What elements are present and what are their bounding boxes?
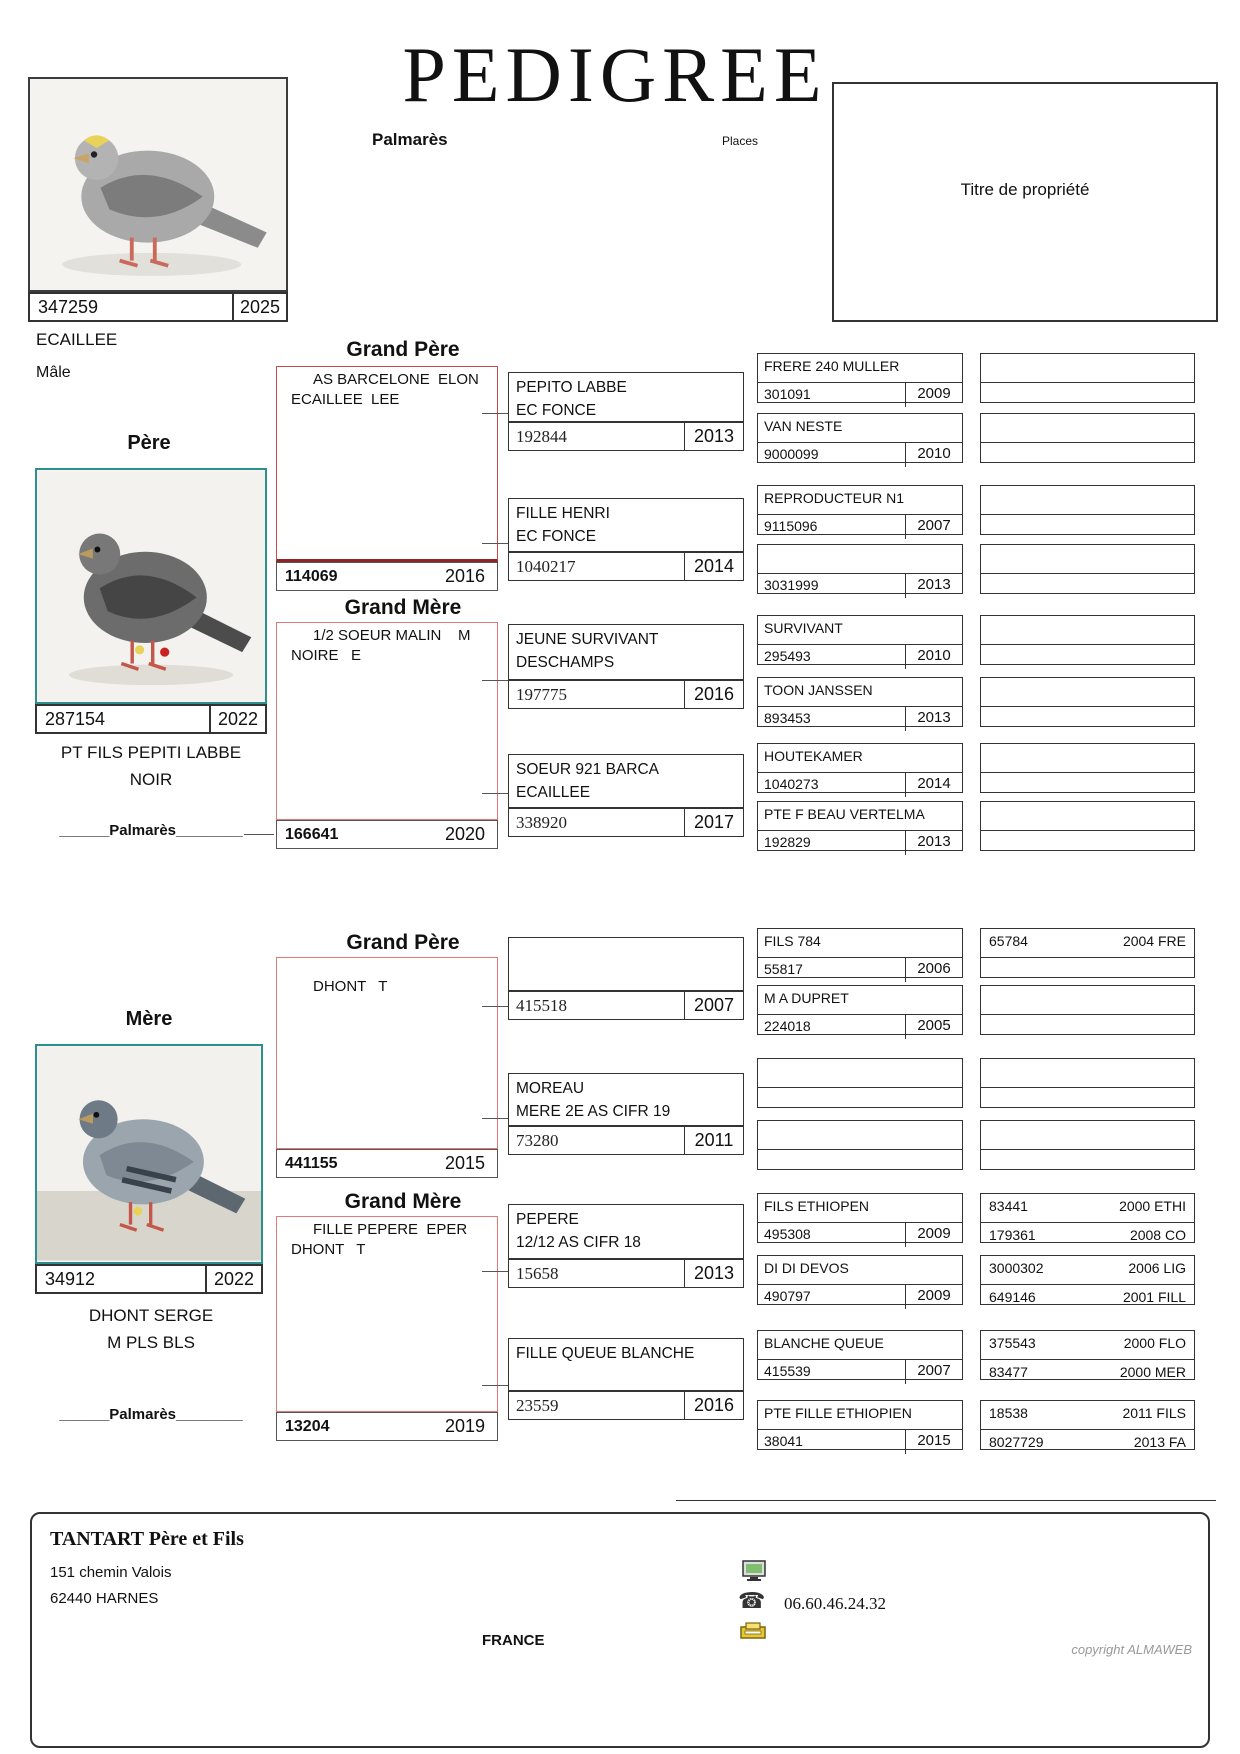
bottom-grand-mere-line2: DHONT T	[291, 1241, 366, 1258]
gen5-ring: 18538	[989, 1405, 1028, 1421]
ggp-box-name	[508, 372, 744, 422]
gen5-year: 2008 CO	[1129, 1227, 1186, 1243]
gen5-box	[980, 928, 1195, 978]
gen5-box	[980, 1193, 1195, 1243]
top-grand-mere-line1: 1/2 SOEUR MALIN M	[313, 627, 471, 644]
gggp-ring: 1040273	[764, 776, 819, 792]
phone-icon: ☎	[738, 1588, 766, 1613]
mere-palmares-line: ______Palmarès________	[59, 1406, 243, 1423]
bottom-grand-mere-heading: Grand Mère	[344, 1190, 462, 1213]
gggp-year: 2009	[905, 1285, 962, 1309]
subject-sex: Mâle	[36, 364, 71, 381]
ggp-ring: 1040217	[516, 556, 576, 576]
gen5-box	[980, 1400, 1195, 1450]
bottom-grand-pere-line2	[277, 995, 497, 998]
bottom-grand-mere-box	[276, 1216, 498, 1412]
gggp-year: 2013	[905, 574, 962, 598]
computer-icon	[742, 1560, 768, 1587]
gggp-box	[757, 413, 963, 463]
ggp-year: 2014	[684, 553, 743, 580]
bottom-grand-mere-ring: 13204	[285, 1417, 330, 1435]
bottom-grand-pere-line1: DHONT T	[313, 978, 388, 995]
gggp-name: FRERE 240 MULLER	[758, 354, 962, 383]
ggp-ring: 23559	[516, 1395, 559, 1415]
subject-name: ECAILLEE	[36, 330, 118, 349]
gen5-year: 2006 LIG	[1128, 1260, 1186, 1276]
ggp-year: 2016	[684, 681, 743, 708]
pere-palmares-line: ______Palmarès________	[59, 822, 243, 839]
gen5-box	[980, 985, 1195, 1035]
gen5-year: 2011 FILS	[1122, 1405, 1186, 1421]
ggp-box-ring	[508, 1126, 744, 1155]
ggp-box-name	[508, 1073, 744, 1126]
pere-photo	[35, 468, 267, 704]
ggp-box-ring	[508, 552, 744, 581]
ggp-name-line2: ECAILLEE	[516, 784, 591, 802]
ggp-ring: 15658	[516, 1263, 559, 1283]
mere-name-line2: M PLS BLS	[107, 1333, 195, 1352]
gggp-year: 2013	[905, 831, 962, 855]
ggp-ring: 415518	[516, 995, 567, 1015]
ggp-box-name	[508, 498, 744, 552]
ggp-name-line2: MERE 2E AS CIFR 19	[516, 1103, 671, 1121]
ggp-box-ring	[508, 1391, 744, 1420]
top-grand-pere-year: 2016	[444, 566, 485, 586]
ggp-box-name	[508, 624, 744, 680]
bottom-grand-pere-box	[276, 957, 498, 1149]
gen5-box	[980, 1058, 1195, 1108]
gggp-ring: 192829	[764, 834, 811, 850]
gen5-ring: 375543	[989, 1335, 1036, 1351]
ggp-box-name	[508, 754, 744, 808]
ggp-name-line1: PEPERE	[516, 1211, 579, 1228]
top-grand-pere-ring: 114069	[285, 567, 338, 585]
ggp-name-line1: PEPITO LABBE	[516, 379, 627, 396]
tree-connector	[482, 1006, 508, 1007]
copyright-text: copyright ALMAWEB	[1071, 1642, 1192, 1657]
tree-connector	[482, 793, 508, 794]
top-grand-mere-box	[276, 622, 498, 820]
pere-pigeon-image	[37, 470, 265, 702]
bottom-grand-mere-line1: FILLE PEPERE EPER	[313, 1221, 468, 1238]
gen5-ring: 649146	[989, 1289, 1036, 1305]
ggp-name-line2: DESCHAMPS	[516, 654, 615, 672]
gen5-ring: 83441	[989, 1198, 1028, 1214]
top-grand-mere-heading: Grand Mère	[344, 596, 462, 619]
gggp-name: DI DI DEVOS	[758, 1256, 962, 1285]
ggp-ring: 192844	[516, 426, 567, 446]
gggp-box	[757, 677, 963, 727]
gggp-name: SURVIVANT	[758, 616, 962, 645]
gen5-year: 2004 FRE	[1122, 933, 1186, 949]
gggp-box	[757, 1400, 963, 1450]
tree-connector	[482, 543, 508, 544]
subject-ring-number: 347259	[38, 296, 99, 317]
gggp-year: 2009	[905, 1223, 962, 1247]
gen5-box	[980, 485, 1195, 535]
mere-name-line1: DHONT SERGE	[88, 1306, 214, 1325]
ggp-box-ring	[508, 680, 744, 709]
ggp-year: 2007	[684, 992, 743, 1019]
footer-separator-line	[676, 1500, 1216, 1501]
ggp-year: 2013	[684, 1260, 743, 1287]
top-grand-pere-ring-row	[276, 562, 498, 591]
gggp-box	[757, 1330, 963, 1380]
gggp-ring: 224018	[764, 1018, 811, 1034]
gen5-box	[980, 1330, 1195, 1380]
phone-number: 06.60.46.24.32	[784, 1594, 886, 1613]
gggp-name: PTE F BEAU VERTELMA	[758, 802, 962, 831]
gggp-box-empty	[757, 1058, 963, 1108]
ggp-year: 2017	[684, 809, 743, 836]
gggp-name: TOON JANSSEN	[758, 678, 962, 707]
gen5-box	[980, 1120, 1195, 1170]
top-grand-pere-box	[276, 366, 498, 562]
top-grand-pere-heading: Grand Père	[346, 338, 460, 361]
tree-connector	[482, 1118, 508, 1119]
gggp-ring: 3031999	[764, 577, 819, 593]
gggp-box-empty	[757, 1120, 963, 1170]
subject-photo	[28, 77, 288, 292]
ggp-name-line1: FILLE QUEUE BLANCHE	[516, 1345, 695, 1362]
gggp-box	[757, 801, 963, 851]
gen5-ring: 3000302	[989, 1260, 1044, 1276]
gggp-name: REPRODUCTEUR N1	[758, 486, 962, 515]
bottom-grand-pere-ring: 441155	[285, 1154, 338, 1172]
tree-connector	[244, 834, 274, 835]
gggp-year: 2014	[905, 773, 962, 797]
gggp-ring: 55817	[764, 961, 803, 977]
ggp-box-name	[508, 1204, 744, 1259]
mere-pigeon-image	[37, 1046, 261, 1262]
gggp-box	[757, 544, 963, 594]
pere-ring-number: 287154	[45, 708, 106, 729]
gggp-name: HOUTEKAMER	[758, 744, 962, 773]
bottom-grand-mere-year: 2019	[444, 1416, 485, 1436]
gen5-year: 2000 FLO	[1123, 1335, 1186, 1351]
ggp-year: 2016	[684, 1392, 743, 1419]
ggp-box-ring	[508, 991, 744, 1020]
breeder-country: FRANCE	[482, 1632, 545, 1649]
gen5-year: 2000 ETHI	[1119, 1198, 1186, 1214]
gen5-ring: 65784	[989, 933, 1028, 949]
gggp-ring: 38041	[764, 1433, 803, 1449]
property-title-box	[832, 82, 1218, 322]
fax-icon	[740, 1622, 766, 1645]
top-grand-pere-line1: AS BARCELONE ELON	[313, 371, 479, 388]
gggp-year: 2007	[905, 1360, 962, 1384]
gggp-name	[758, 545, 962, 574]
gen5-ring: 8027729	[989, 1434, 1044, 1450]
ggp-name-line1: SOEUR 921 BARCA	[516, 761, 659, 778]
tree-connector	[482, 1271, 508, 1272]
gggp-box	[757, 743, 963, 793]
ggp-year: 2011	[684, 1127, 743, 1154]
gggp-year: 2010	[905, 645, 962, 669]
ggp-name-line1: MOREAU	[516, 1080, 585, 1097]
gggp-box	[757, 615, 963, 665]
gen5-ring: 179361	[989, 1227, 1036, 1243]
pere-name-line1: PT FILS PEPITI LABBE	[60, 743, 242, 762]
gen5-box	[980, 743, 1195, 793]
gen5-box	[980, 677, 1195, 727]
ggp-box-ring	[508, 422, 744, 451]
gggp-ring: 9000099	[764, 446, 819, 462]
page-title: PEDIGREE	[402, 31, 828, 118]
ggp-ring: 197775	[516, 684, 567, 704]
ggp-name-line2: 12/12 AS CIFR 18	[516, 1234, 641, 1252]
gggp-ring: 301091	[764, 386, 811, 402]
mere-photo	[35, 1044, 263, 1264]
places-label: Places	[722, 134, 759, 148]
gggp-name: VAN NESTE	[758, 414, 962, 443]
tree-connector	[482, 1385, 508, 1386]
bottom-grand-pere-heading: Grand Père	[346, 931, 460, 954]
property-title-text: Titre de propriété	[960, 180, 1090, 199]
mere-heading: Mère	[125, 1008, 173, 1030]
gggp-year: 2006	[905, 958, 962, 982]
gggp-box	[757, 485, 963, 535]
top-grand-mere-year: 2020	[444, 824, 485, 844]
footer-box	[30, 1512, 1210, 1748]
gggp-ring: 415539	[764, 1363, 811, 1379]
gggp-box	[757, 1255, 963, 1305]
ggp-name-line2: EC FONCE	[516, 528, 597, 546]
mere-ring-row	[35, 1264, 263, 1294]
gen5-year: 2000 MER	[1119, 1364, 1186, 1380]
ggp-name-line1: JEUNE SURVIVANT	[516, 631, 659, 648]
subject-ring-row	[28, 292, 288, 322]
ggp-name-line1: FILLE HENRI	[516, 505, 610, 522]
subject-ring-year: 2025	[232, 294, 286, 320]
pere-heading: Père	[127, 432, 171, 454]
gggp-year: 2007	[905, 515, 962, 539]
mere-ring-number: 34912	[45, 1268, 96, 1289]
gggp-box	[757, 353, 963, 403]
gen5-box	[980, 615, 1195, 665]
ggp-year: 2013	[684, 423, 743, 450]
gggp-ring: 893453	[764, 710, 811, 726]
gen5-box	[980, 353, 1195, 403]
gen5-box	[980, 544, 1195, 594]
top-grand-mere-line2: NOIRE E	[291, 647, 362, 664]
gggp-box	[757, 985, 963, 1035]
gggp-name: FILS ETHIOPEN	[758, 1194, 962, 1223]
gggp-year: 2010	[905, 443, 962, 467]
gggp-ring: 9115096	[764, 518, 818, 534]
ggp-name-line2: EC FONCE	[516, 402, 597, 420]
breeder-address-line2: 62440 HARNES	[50, 1590, 159, 1607]
gggp-ring: 490797	[764, 1288, 811, 1304]
tree-connector	[482, 413, 508, 414]
ggp-box-name	[508, 1338, 744, 1391]
gen5-box	[980, 801, 1195, 851]
ggp-ring: 73280	[516, 1130, 559, 1150]
gen5-year: 2001 FILL	[1122, 1289, 1186, 1305]
gen5-ring: 83477	[989, 1364, 1028, 1380]
top-grand-mere-ring: 166641	[285, 825, 339, 843]
gggp-year: 2013	[905, 707, 962, 731]
gggp-box	[757, 1193, 963, 1243]
gggp-name: PTE FILLE ETHIOPIEN	[758, 1401, 962, 1430]
palmares-header-label: Palmarès	[372, 130, 448, 149]
gen5-box	[980, 413, 1195, 463]
gggp-year: 2015	[905, 1430, 962, 1454]
gggp-name: FILS 784	[758, 929, 962, 958]
gggp-ring: 495308	[764, 1226, 811, 1242]
gggp-ring: 295493	[764, 648, 811, 664]
ggp-box-name	[508, 937, 744, 991]
mere-ring-year: 2022	[205, 1266, 261, 1292]
gggp-name: M A DUPRET	[758, 986, 962, 1015]
pere-ring-row	[35, 704, 267, 734]
gggp-box	[757, 928, 963, 978]
gggp-year: 2009	[905, 383, 962, 407]
ggp-ring: 338920	[516, 812, 567, 832]
pere-name-line2: NOIR	[129, 770, 173, 789]
bottom-grand-pere-ring-row	[276, 1149, 498, 1178]
bottom-grand-pere-year: 2015	[444, 1153, 485, 1173]
subject-pigeon-image	[30, 79, 286, 290]
breeder-name: TANTART Père et Fils	[50, 1528, 244, 1550]
gggp-name: BLANCHE QUEUE	[758, 1331, 962, 1360]
top-grand-pere-line2: ECAILLEE LEE	[291, 391, 400, 408]
gen5-box	[980, 1255, 1195, 1305]
ggp-box-ring	[508, 1259, 744, 1288]
gen5-year: 2013 FA	[1133, 1434, 1186, 1450]
bottom-grand-mere-ring-row	[276, 1412, 498, 1441]
breeder-address-line1: 151 chemin Valois	[50, 1564, 172, 1581]
top-grand-mere-ring-row	[276, 820, 498, 849]
tree-connector	[482, 680, 508, 681]
gggp-year: 2005	[905, 1015, 962, 1039]
ggp-box-ring	[508, 808, 744, 837]
pere-ring-year: 2022	[209, 706, 265, 732]
